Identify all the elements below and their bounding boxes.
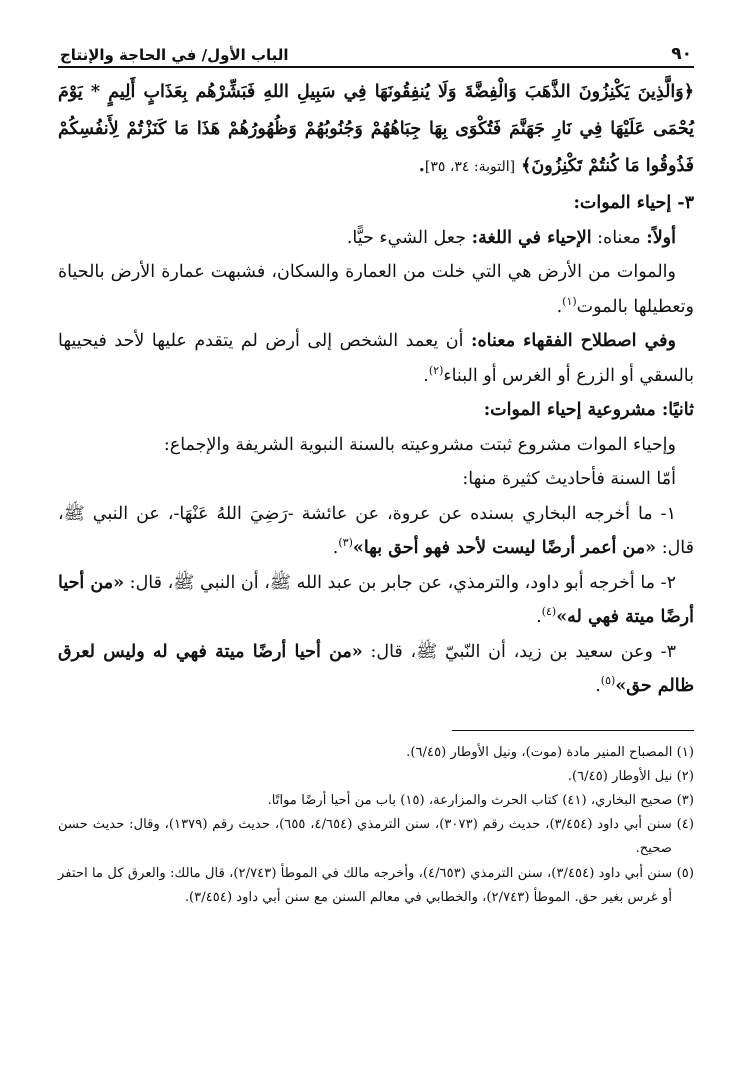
hadith-quote: «من أعمر أرضًا ليست لأحد فهو أحق بها» [352,538,657,558]
footnote-separator [452,730,694,731]
main-text [58,74,694,704]
mawat-paragraph: والموات من الأرض هي التي خلت من العمارة والسكان، فشبهت عمارة الأرض بالحياة وتعطيلها بالموت$^{(١)}$. [58,262,694,317]
footnote: (٥) سنن أبي داود (٣/٤٥٤)، سنن الترمذي (٤/٦٥٣)، وأخرجه مالك في الموطأ (٢/٧٤٣)، قال مالك: والعرق كل ما احتفر أو غرس بغير حق. الموطأ (٢/٧٤٣)، والخطابي في معالم السنن مع سنن أبي داود (٣/٤٥٤). [58,865,694,905]
hadith-item: ٢- ما أخرجه أبو داود، والترمذي، عن جابر بن عبد الله ﷺ، أن النبي ﷺ، قال: «من أحيا أرضًا ميتة فهي له»$^{(٤)}$. [58,572,694,627]
verse-text: ﴿وَالَّذِينَ يَكْنِزُونَ الذَّهَبَ وَالْفِضَّةَ وَلَا يُنفِقُونَهَا فِي سَبِيلِ اللهِ فَبَشِّرْهُم بِعَذَابٍ أَلِيمٍ * يَوْمَ يُحْمَى عَلَيْهَا فِي نَارِ جَهَنَّمَ فَتُكْوَى بِهَا جِبَاهُهُمْ وَجُنُوبُهُمْ وَظُهُورُهُمْ هَذَا مَا كَنَزْتُمْ لِأَنفُسِكُمْ فَذُوقُوا مَا كُنتُمْ تَكْنِزُونَ﴾ [58,82,694,176]
fiqh-paragraph: وفي اصطلاح الفقهاء معناه: أن يعمد الشخص إلى أرض لم يتقدم عليها لأحد فيحييها بالسقي أو الزرع أو الغرس أو البناء$^{(٢)}$. [58,331,694,386]
footnote-ref-4: (٤) [541,605,557,619]
quran-verse [58,74,694,186]
section-heading: ٣- إحياء الموات: [573,193,694,213]
first-label: أولاً: [646,227,676,248]
verse-end: . [418,156,425,176]
footnote: (١) المصباح المنير مادة (موت)، ونيل الأوطار (٦/٤٥). [406,744,694,760]
footnote: (٣) صحيح البخاري، (٤١) كتاب الحرث والمزارعة، (١٥) باب من أحيا أرضًا مواتًا. [267,792,694,808]
lang-label: الإحياء في اللغة: [471,227,592,248]
legitimacy-paragraph: وإحياء الموات مشروع ثبتت مشروعيته بالسنة النبوية الشريفة والإجماع: [163,434,676,455]
sunnah-intro: أمّا السنة فأحاديث كثيرة منها: [462,469,676,489]
footnote: (٤) سنن أبي داود (٣/٤٥٤)، حديث رقم (٣٠٧٣)، سنن الترمذي (٤/٦٥٤، ٦٥٥)، حديث رقم (١٣٧٩)، وقال: حديث حسن صحيح. [58,817,695,857]
fiqh-text: أن يعمد الشخص إلى أرض لم يتقدم عليها لأحد فيحييها بالسقي أو الزرع أو الغرس أو البناء [58,331,694,386]
footnote-ref-1: (١) [562,294,577,308]
book-page [58,34,694,910]
running-title: الباب الأول/ في الحاجة والإنتاج [60,46,289,64]
lang-text: جعل الشيء حيًّا. [346,227,467,248]
second-heading: ثانيًا: مشروعية إحياء الموات: [483,400,694,420]
hadith-lead: ٢- ما أخرجه أبو داود، والترمذي، عن جابر بن عبد الله ﷺ، أن النبي ﷺ، قال: [129,572,676,593]
footnote-ref-3: (٣) [338,536,353,550]
footnote: (٢) نيل الأوطار (٦/٤٥). [567,768,694,784]
fiqh-label: وفي اصطلاح الفقهاء معناه: [471,331,676,351]
hadith-lead: ١- ما أخرجه البخاري بسنده عن عروة، عن عائشة -رَضِيَ اللهُ عَنْهَا-، عن النبي ﷺ، قال: [58,503,694,558]
hadith-quote: «من أحيا أرضًا ميتة فهي له» [58,572,694,627]
first-lead: معناه: [597,227,641,248]
definition-paragraph [58,221,694,256]
page-number: ٩٠ [671,44,692,64]
page-header [58,34,694,68]
mawat-text: والموات من الأرض هي التي خلت من العمارة والسكان، فشبهت عمارة الأرض بالحياة وتعطيلها بالموت [58,262,694,317]
footnote-ref-5: (٥) [600,674,616,688]
hadith-item: ٣- وعن سعيد بن زيد، أن النّبيّ ﷺ، قال: «من أحيا أرضًا ميتة فهي له وليس لعرق ظالم حق»$^{(٥)}$. [58,641,694,696]
hadith-quote: «من أحيا أرضًا ميتة فهي له وليس لعرق ظالم حق» [58,641,694,696]
footnotes [58,741,694,910]
hadith-item: ١- ما أخرجه البخاري بسنده عن عروة، عن عائشة -رَضِيَ اللهُ عَنْهَا-، عن النبي ﷺ، قال: «من أعمر أرضًا ليست لأحد فهو أحق بها»$^{(٣)}$. [58,503,694,558]
verse-reference: [التوبة: ٣٤، ٣٥] [424,159,516,175]
hadith-lead: ٣- وعن سعيد بن زيد، أن النّبيّ ﷺ، قال: [370,641,676,662]
footnote-ref-2: (٢) [428,363,444,377]
